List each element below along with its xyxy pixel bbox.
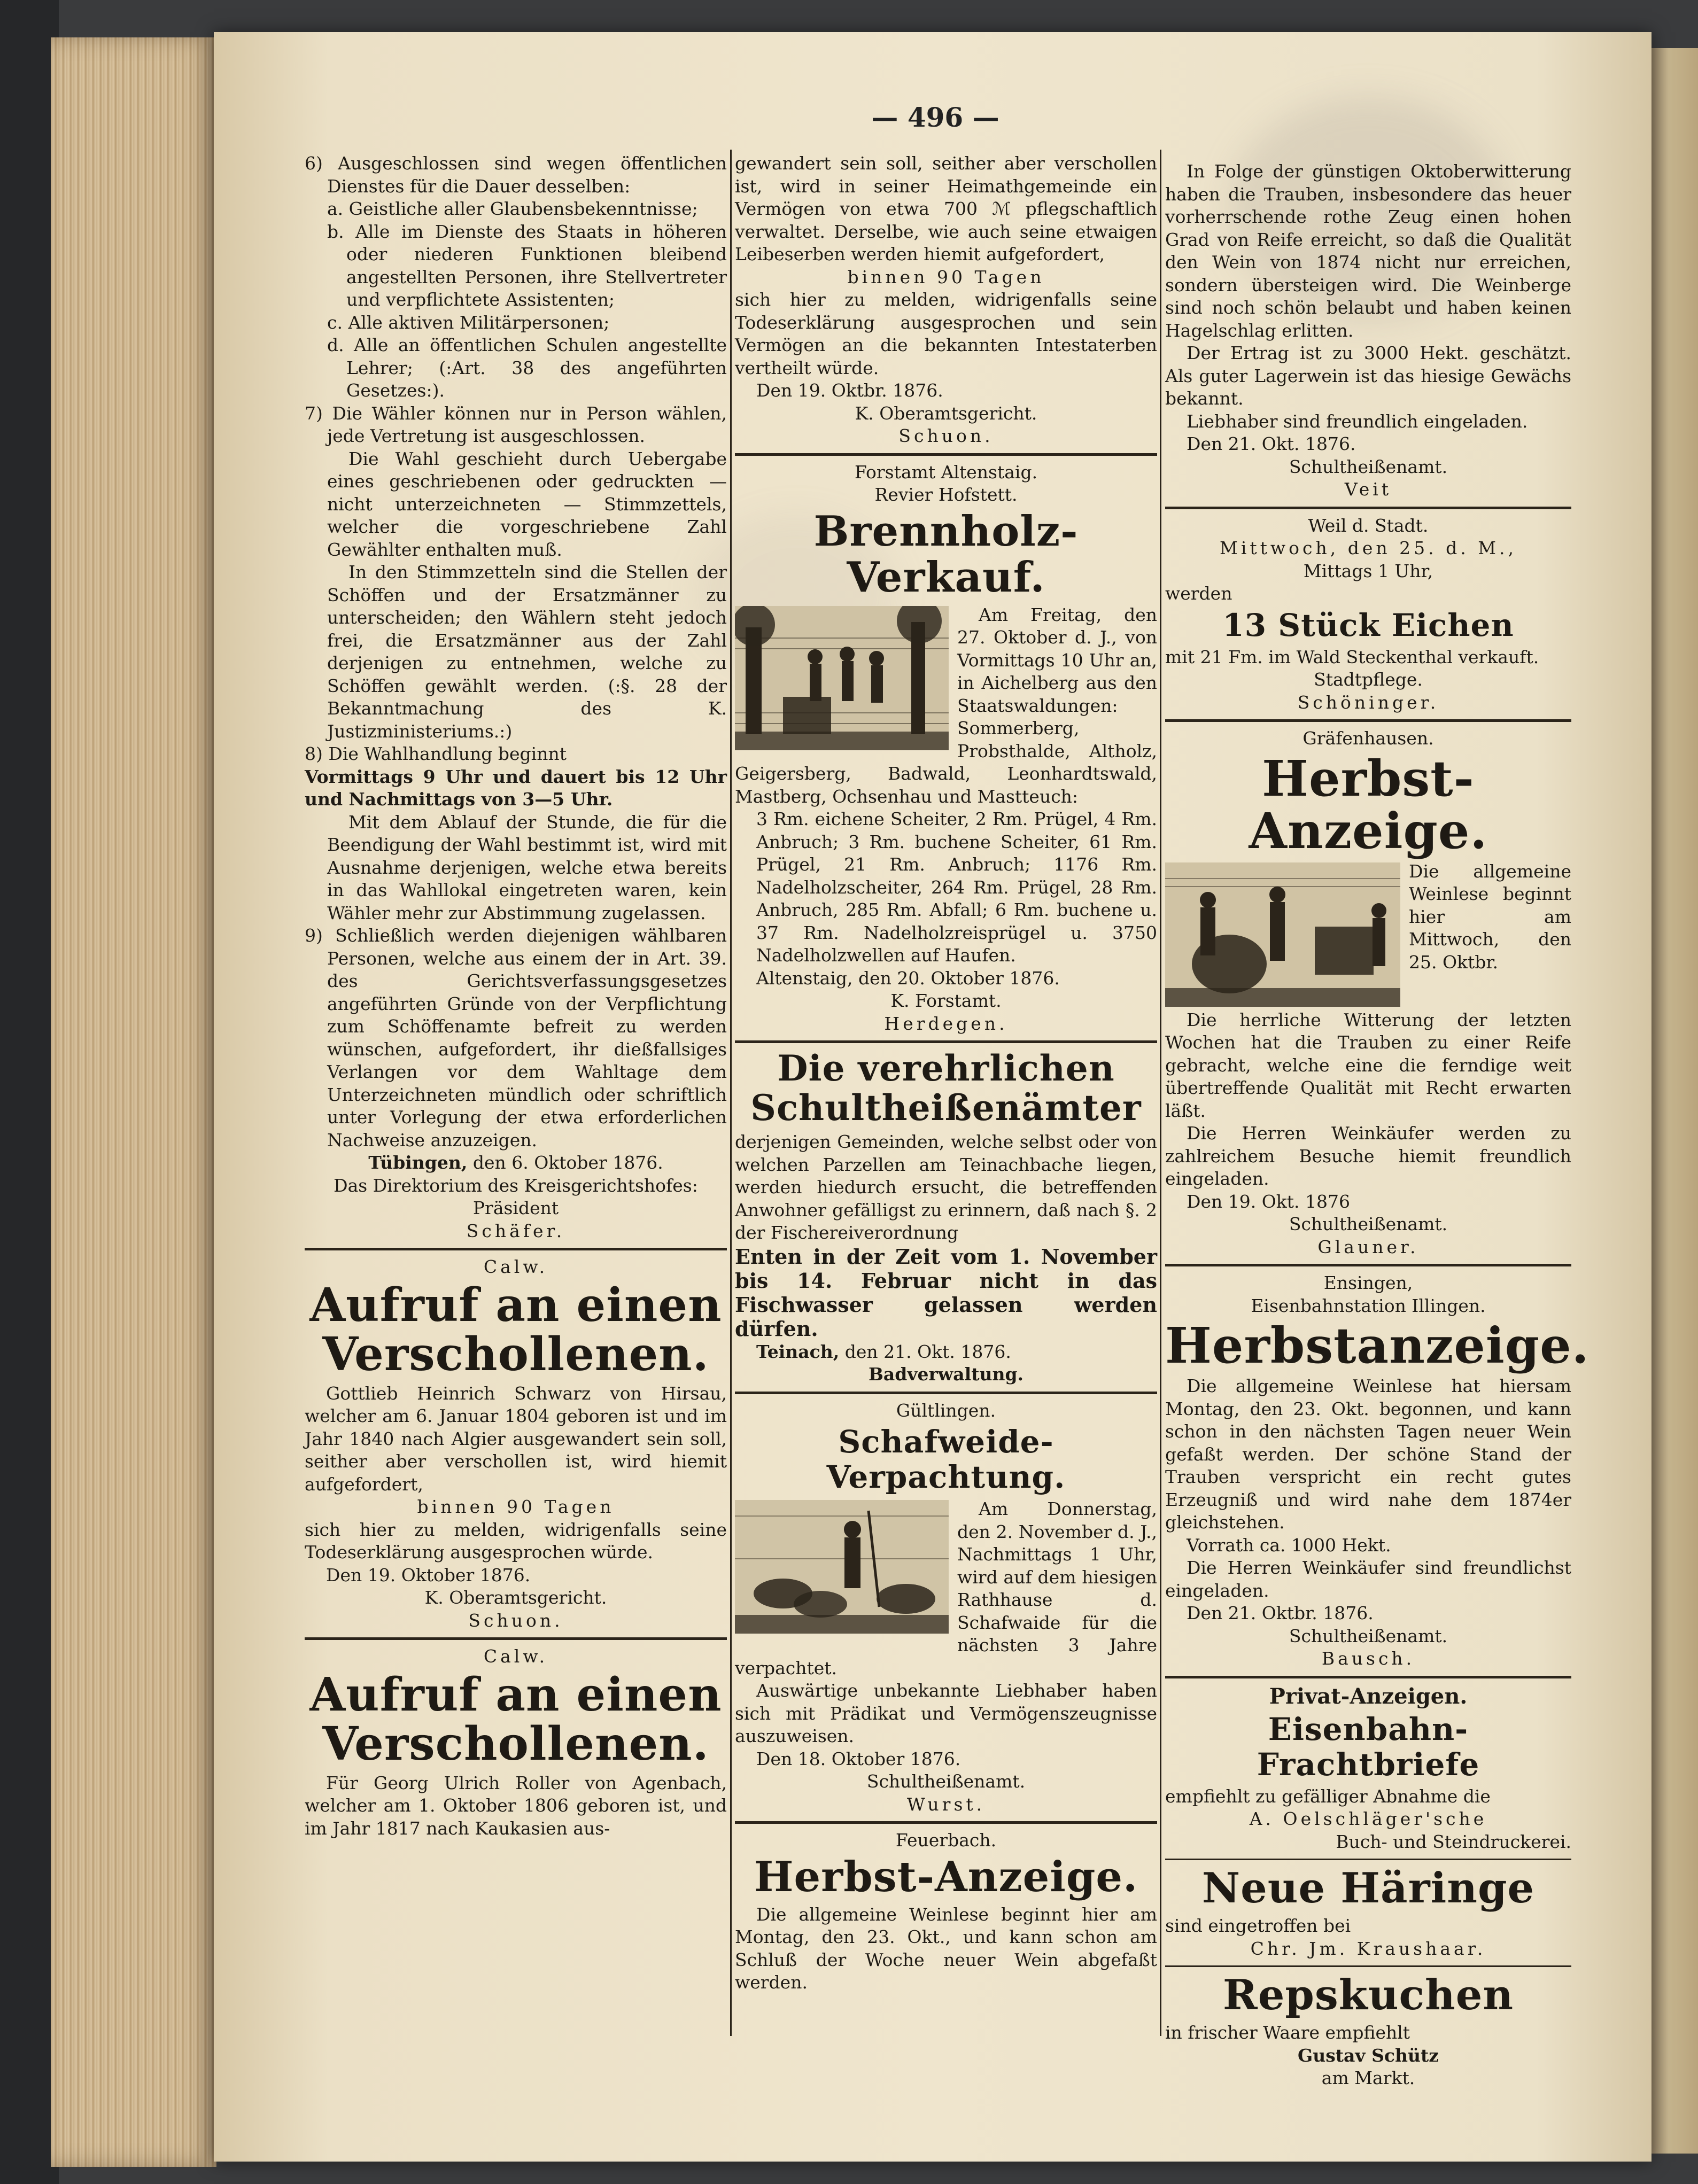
ad-body: in frischer Waare empfiehlt bbox=[1165, 2022, 1410, 2043]
ad-place: Gültlingen. bbox=[896, 1400, 996, 1421]
ad-court: K. Oberamtsgericht. bbox=[855, 402, 1037, 424]
ad-divider bbox=[1165, 1264, 1571, 1266]
ad-office: Stadtpflege. bbox=[1314, 669, 1423, 690]
ad-body: sind eingetroffen bei bbox=[1165, 1915, 1351, 1936]
ad-aufruf-roller bbox=[305, 1645, 727, 1840]
ad-divider bbox=[1165, 1965, 1571, 1967]
place-date bbox=[305, 1152, 727, 1175]
wine-report: In Folge der günstigen Oktoberwitterung haben die Trauben, insbesondere das heuer vorherrschende rothe Zeug einen hohen Grad von Reife erreicht, so daß die Qualität den Wein von 1874 nicht nur erreichen, sondern übersteigen wird. Die Weinberge sind noch schön belaubt und haben keinen Hagelschlag erlitten. bbox=[1165, 161, 1571, 341]
ad-deadline: binnen 90 Tagen bbox=[417, 1496, 615, 1517]
ad-date: Den 19. Oktober 1876. bbox=[326, 1564, 531, 1585]
ad-firm: Chr. Jm. Kraushaar. bbox=[1250, 1938, 1486, 1959]
ad-firm: Buch- und Steindruckerei. bbox=[1336, 1831, 1571, 1852]
ad-place: Gräfenhausen. bbox=[1302, 728, 1434, 749]
ad-title: Herbst-Anzeige. bbox=[754, 1852, 1138, 1901]
item-9: 9) Schließlich werden diejenigen wählbaren Personen, welche aus einem der in Art. 39. des Gerichtsverfassungsgesetzes angeführten Gründe von der Verpflichtung zum Schöffenamte befreit zu werden wünschen, aufgefordert, ihr dießfallsiges Verlangen vor dem Wahltage dem Unterzeichneten mündlich oder schriftlich unter Vorlegung der etwa erforderlichen Nachweise anzuzeigen. bbox=[305, 925, 727, 1151]
ad-date: Den 19. Okt. 1876 bbox=[1187, 1191, 1350, 1212]
ad-signature: Badverwaltung. bbox=[868, 1364, 1024, 1385]
item-7-paragraph: In den Stimmzetteln sind die Stellen der Schöffen und der Ersatzmänner zu unterscheiden; den Wählern steht jedoch frei, die Ersatzmänner aus der Zahl derjenigen zu entnehmen, welche zu Schöffen gewählt werden. (:§. 28 der Bekanntmachung des K. Justizministeriums.:) bbox=[327, 562, 727, 742]
column-2 bbox=[735, 152, 1157, 1998]
ad-divider bbox=[305, 1248, 727, 1250]
column-3 bbox=[1165, 160, 1590, 2093]
ad-body: Die Herren Weinkäufer sind freundlichst eingeladen. bbox=[1165, 1557, 1571, 1601]
ad-herbst-ensingen bbox=[1165, 1272, 1590, 1670]
ad-title: Eisenbahn-Frachtbriefe bbox=[1257, 1711, 1480, 1783]
ad-signature: Herdegen. bbox=[884, 1013, 1008, 1034]
ad-intro: Die allgemeine Weinlese beginnt hier am Mittwoch, den 25. Oktbr. bbox=[1409, 860, 1571, 973]
ad-body: mit 21 Fm. im Wald Steckenthal verkauft. bbox=[1165, 646, 1539, 667]
ad-place: Calw. bbox=[483, 1646, 548, 1667]
ad-date: Den 21. Okt. 1876. bbox=[1187, 433, 1356, 454]
ad-divider bbox=[735, 1392, 1157, 1394]
ad-body: empfiehlt zu gefälliger Abnahme die bbox=[1165, 1785, 1491, 1807]
ad-wood-list: 3 Rm. eichene Scheiter, 2 Rm. Prügel, 4 Rm. Anbruch; 3 Rm. buchene Scheiter, 61 Rm. Prügel, 21 Rm. Anbruch; 1176 Rm. Nadelholzscheiter, 264 Rm. Prügel, 28 Rm. Anbruch, 285 Rm. Abfall; 6 Rm. buchene u. 37 Rm. Nadelholzreisprügel u. 3750 Nadelholzwellen auf Haufen. bbox=[756, 809, 1157, 966]
ad-signature: Bausch. bbox=[1321, 1648, 1415, 1669]
ad-signature: Schuon. bbox=[468, 1610, 563, 1631]
ad-stock: Vorrath ca. 1000 Hekt. bbox=[1187, 1534, 1391, 1556]
ad-title: Neue Häringe bbox=[1201, 1864, 1535, 1913]
date: den 21. Okt. 1876. bbox=[839, 1341, 1011, 1362]
ad-title: Herbstanzeige. bbox=[1165, 1317, 1590, 1374]
ad-divider bbox=[1165, 719, 1571, 722]
continued-text: sich hier zu melden, widrigenfalls seine Todeserklärung ausgesprochen und sein Vermögen an die bekannten Intestaterben vertheilt würde. bbox=[735, 289, 1157, 378]
wine-invitation: Liebhaber sind freundlich eingeladen. bbox=[1187, 410, 1528, 432]
ad-office: K. Forstamt. bbox=[890, 990, 1002, 1011]
ad-court: K. Oberamtsgericht. bbox=[424, 1587, 607, 1608]
signature-line: Das Direktorium des Kreisgerichtshofes: bbox=[334, 1175, 698, 1196]
ad-divider bbox=[735, 453, 1157, 456]
ad-date: Den 21. Oktbr. 1876. bbox=[1187, 1603, 1374, 1623]
ad-signature: Veit bbox=[1344, 479, 1392, 500]
signature-name: Schäfer. bbox=[466, 1220, 565, 1241]
ad-district: Revier Hofstett. bbox=[874, 484, 1018, 505]
item-8-paragraph: Mit dem Ablauf der Stunde, die für die Beendigung der Wahl bestimmt ist, wird mit Ausnahme derjenigen, welche etwa bereits in das Wahllokal eingetreten waren, kein Wähler mehr zur Abstimmung zugelassen. bbox=[327, 811, 727, 923]
forest-woodcut-illustration bbox=[735, 606, 949, 750]
ad-firm: A. Oelschläger'sche bbox=[1249, 1808, 1487, 1829]
ad-lead: werden bbox=[1165, 583, 1232, 604]
page-edges bbox=[51, 37, 216, 2167]
place: Teinach, bbox=[756, 1341, 840, 1362]
ad-signature: Wurst. bbox=[906, 1793, 986, 1815]
ad-date bbox=[735, 1341, 1157, 1364]
item-7-paragraph: Die Wahl geschieht durch Uebergabe eines geschriebenen oder gedruckten — nicht unterzeichneten — Stimmzettels, welcher die vorgeschriebene Zahl Gewählter enthalten muß. bbox=[327, 448, 727, 560]
ad-firm: am Markt. bbox=[1321, 2068, 1415, 2088]
item-7-lead: 7) Die Wähler können nur in Person wählen, jede Vertretung ist ausgeschlossen. bbox=[305, 402, 727, 446]
ad-schultheissenaemter bbox=[735, 1048, 1157, 1386]
ad-body: sich hier zu melden, widrigenfalls seine Todeserklärung ausgesprochen würde. bbox=[305, 1519, 727, 1563]
ad-herbst-feuerbach bbox=[735, 1829, 1157, 1994]
ad-title: 13 Stück Eichen bbox=[1222, 607, 1514, 643]
ad-place: Weil d. Stadt. bbox=[1308, 515, 1429, 536]
ad-title: Aufruf an einen Verschollenen. bbox=[309, 1667, 722, 1771]
ad-office: Forstamt Altenstaig. bbox=[854, 461, 1038, 483]
ad-office: Schultheißenamt. bbox=[866, 1771, 1026, 1792]
ad-title: Schafweide-Verpachtung. bbox=[826, 1424, 1066, 1495]
ad-place: Calw. bbox=[483, 1256, 548, 1277]
ad-title: Die verehrlichen Schultheißenämter bbox=[750, 1047, 1142, 1129]
item-8-lead: 8) Die Wahlhandlung beginnt bbox=[305, 743, 567, 764]
ad-divider bbox=[735, 1040, 1157, 1043]
ad-time-line: Mittags 1 Uhr, bbox=[1303, 560, 1433, 581]
wine-yield: Der Ertrag ist zu 3000 Hekt. geschätzt. Als guter Lagerwein ist das hiesige Gewächs bekannt. bbox=[1165, 343, 1571, 409]
ad-divider bbox=[1165, 1676, 1571, 1678]
item-6-c: c. Alle aktiven Militärpersonen; bbox=[327, 312, 610, 333]
ad-body: derjenigen Gemeinden, welche selbst oder von welchen Parzellen am Teinachbache liegen, werden hiedurch ersucht, die betreffenden Anwohner gefälligst zu erinnern, daß nach §. 2 der Fischereiverordnung bbox=[735, 1131, 1157, 1243]
section-header: Privat-Anzeigen. bbox=[1269, 1683, 1468, 1709]
ad-date-line: Mittwoch, den 25. d. M., bbox=[1220, 538, 1517, 558]
next-page-edge bbox=[1649, 48, 1698, 2154]
ad-body: Gottlieb Heinrich Schwarz von Hirsau, welcher am 6. Januar 1804 geboren ist und im Jahr 1840 nach Algier ausgewandert sein soll, seither aber verschollen ist, wird hiemit aufgefordert, bbox=[305, 1382, 727, 1495]
ad-intro: Am Freitag, den 27. Oktober d. J., von Vormittags 10 Uhr an, in Aichelberg aus den Staatswaldungen: Sommerberg, Probsthalde, Altholz, Geigersberg, Badwald, Leonhardtswald, Mastberg, Ochsenhau und Mastteuch: bbox=[735, 604, 1157, 807]
ad-place: Feuerbach. bbox=[895, 1830, 997, 1851]
ad-body: Die Herren Weinkäufer werden zu zahlreichem Besuche hiemit freundlich eingeladen. bbox=[1165, 1123, 1571, 1189]
ad-signature: Schöninger. bbox=[1297, 691, 1439, 713]
ad-place: Ensingen, bbox=[1323, 1272, 1413, 1293]
ad-deadline: binnen 90 Tagen bbox=[847, 266, 1045, 287]
ad-intro: Am Donnerstag, den 2. November d. J., Nachmittags 1 Uhr, wird auf dem hiesigen Rathhause d. Schafwaide für die nächsten 3 Jahre verpachtet. bbox=[735, 1498, 1157, 1678]
ad-date: Den 18. Oktober 1876. bbox=[756, 1748, 961, 1769]
ad-office: Schultheißenamt. bbox=[1289, 1214, 1448, 1234]
continued-text: gewandert sein soll, seither aber verschollen ist, wird in seiner Heimathgemeinde ein Vermögen von etwa 700 ℳ pflegschaftlich verwaltet. Derselbe, wie auch seine etwaigen Leibeserben werden hiemit aufgefordert, bbox=[735, 153, 1157, 265]
ad-signature: Schuon. bbox=[898, 425, 994, 446]
ad-aufruf-schwarz bbox=[305, 1256, 727, 1632]
ad-office: Schultheißenamt. bbox=[1289, 456, 1448, 477]
shepherd-woodcut-illustration bbox=[735, 1500, 949, 1634]
ad-signature: Glauner. bbox=[1317, 1236, 1419, 1257]
ad-title: Repskuchen bbox=[1222, 1971, 1514, 2019]
item-6-b: b. Alle im Dienste des Staats in höheren oder niederen Funktionen bleibend angestellten Personen, ihre Stellvertreter und verpflichtete Assistenten; bbox=[327, 221, 727, 310]
ad-date: Altenstaig, den 20. Oktober 1876. bbox=[756, 967, 1060, 989]
signature-line: Präsident bbox=[472, 1198, 559, 1218]
ad-divider bbox=[1165, 1859, 1571, 1860]
date: den 6. Oktober 1876. bbox=[467, 1152, 663, 1173]
column-rule bbox=[1160, 150, 1161, 2036]
ad-title: Brennholz-Verkauf. bbox=[813, 507, 1079, 602]
ad-firm: Gustav Schütz bbox=[1298, 2045, 1439, 2066]
ad-body: Die allgemeine Weinlese beginnt hier am Montag, den 23. Okt., und kann schon am Schluß der Woche neuer Wein abgefaßt werden. bbox=[735, 1903, 1157, 1993]
column-1 bbox=[305, 152, 727, 1843]
column-rule bbox=[730, 150, 732, 2036]
vintage-harvest-woodcut-illustration bbox=[1165, 862, 1400, 1007]
ad-divider bbox=[735, 1821, 1157, 1824]
private-ads bbox=[1165, 1684, 1571, 2090]
ad-eichen bbox=[1165, 515, 1571, 714]
ad-schafweide bbox=[735, 1400, 1157, 1816]
item-6-d: d. Alle an öffentlichen Schulen angestellte Lehrer; (:Art. 38 des angeführten Gesetzes:). bbox=[327, 335, 727, 401]
ad-title: Aufruf an einen Verschollenen. bbox=[309, 1278, 722, 1381]
item-6-lead: 6) Ausgeschlossen sind wegen öffentlichen Dienstes für die Dauer desselben: bbox=[305, 153, 727, 197]
ad-divider bbox=[1165, 507, 1571, 509]
ad-body: Auswärtige unbekannte Liebhaber haben sich mit Prädikat und Vermögenszeugnisse auszuweisen. bbox=[735, 1680, 1157, 1746]
ad-herbst-graefenhausen bbox=[1165, 727, 1571, 1258]
item-8-hours: Vormittags 9 Uhr und dauert bis 12 Uhr und Nachmittags von 3—5 Uhr. bbox=[305, 766, 727, 810]
ad-body: Die herrliche Witterung der letzten Wochen hat die Trauben zu einer Reife gebracht, welche eine die ferndige weit übertreffende Qualität mit Recht erwarten läßt. bbox=[1165, 1009, 1571, 1121]
ad-date: Den 19. Oktbr. 1876. bbox=[756, 380, 943, 401]
ad-bold-notice: Enten in der Zeit vom 1. November bis 14. Februar nicht in das Fischwasser gelassen werden dürfen. bbox=[735, 1244, 1157, 1341]
book-spine bbox=[0, 0, 59, 2184]
ad-station: Eisenbahnstation Illingen. bbox=[1251, 1295, 1486, 1316]
ad-body: Die allgemeine Weinlese hat hiersam Montag, den 23. Okt. begonnen, und kann schon in den nächsten Tagen neuer Wein gefaßt werden. Der schöne Stand der Trauben verspricht ein recht gutes Erzeugniß und wird nahe dem 1874er gleichstehen. bbox=[1165, 1375, 1571, 1533]
ad-title: Herbst-Anzeige. bbox=[1249, 749, 1488, 860]
ad-office: Schultheißenamt. bbox=[1289, 1625, 1448, 1646]
ad-divider bbox=[305, 1637, 727, 1640]
page-number: — 496 — bbox=[871, 102, 999, 133]
place: Tübingen, bbox=[368, 1152, 468, 1173]
ad-brennholz-verkauf bbox=[735, 461, 1157, 1036]
item-6-a: a. Geistliche aller Glaubensbekenntnisse; bbox=[327, 198, 698, 219]
ad-body: Für Georg Ulrich Roller von Agenbach, welcher am 1. Oktober 1806 geboren ist, und im Jahr 1817 nach Kaukasien aus- bbox=[305, 1772, 727, 1839]
